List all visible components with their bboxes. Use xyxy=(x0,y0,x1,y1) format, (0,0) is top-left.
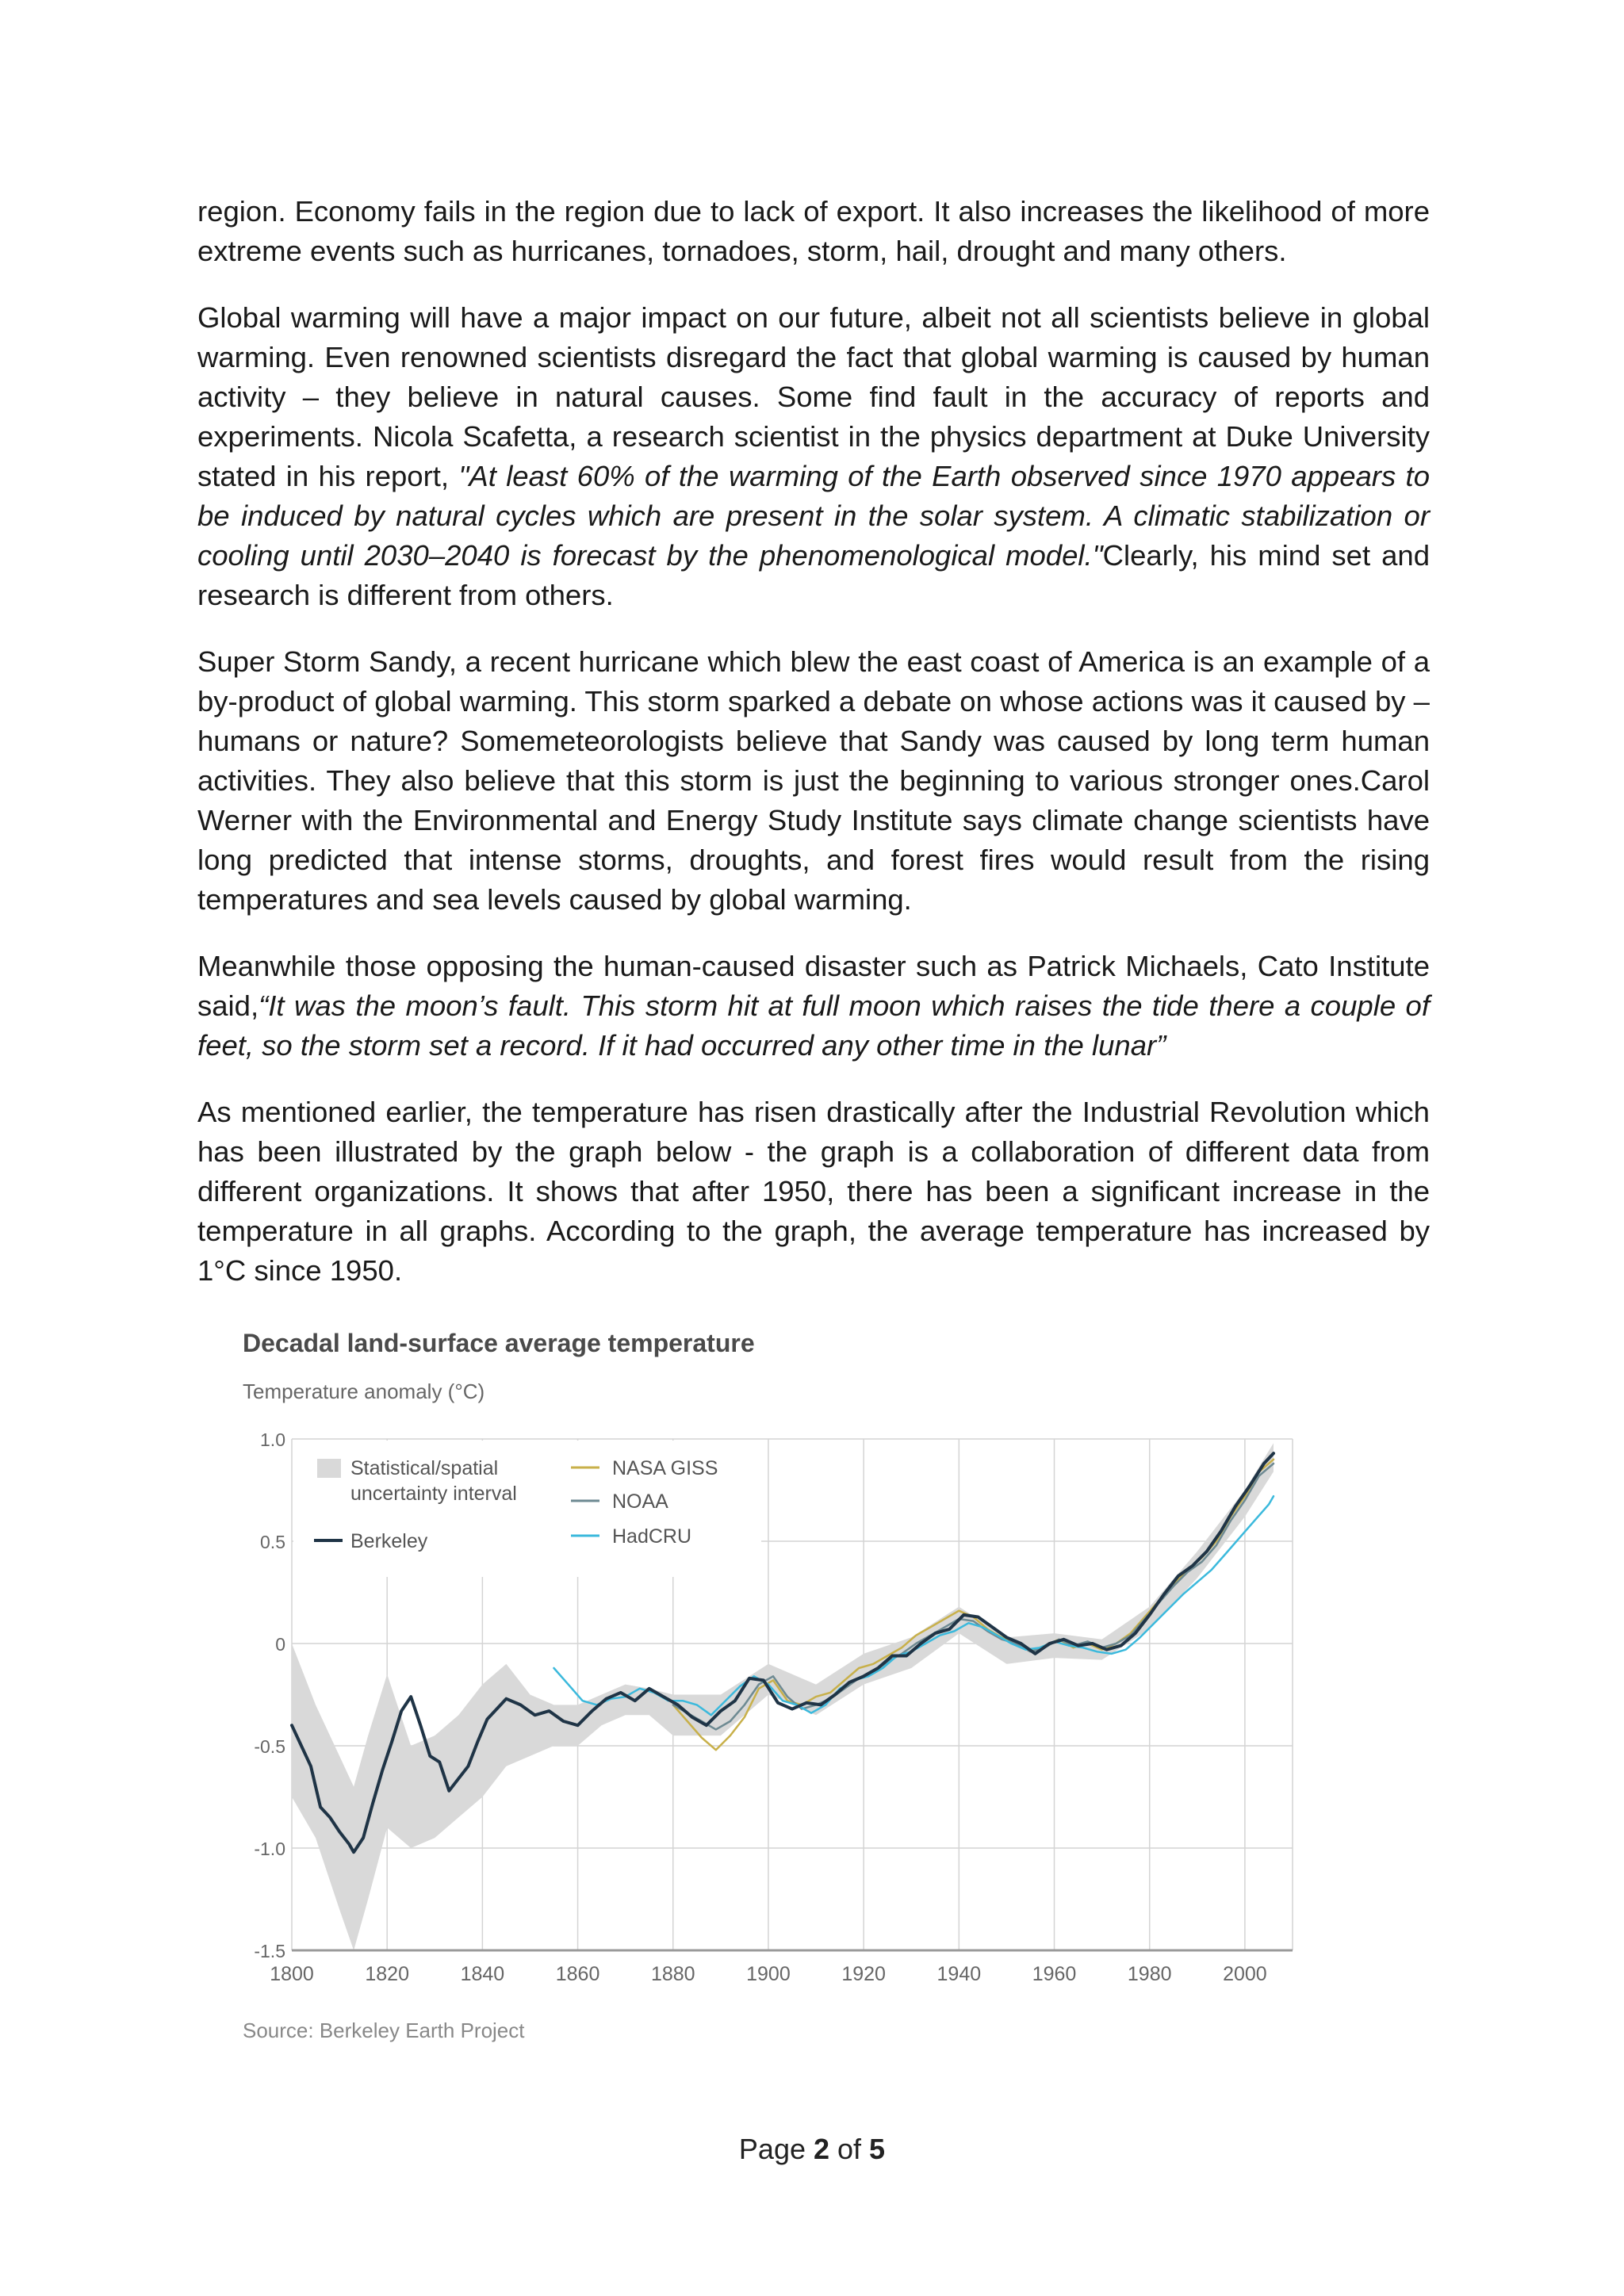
x-tick-label-9: 1980 xyxy=(1127,1963,1172,1985)
chart-title: Decadal land-surface average temperature xyxy=(243,1332,755,1357)
michaels-quote: “It was the moon’s fault. This storm hit at full moon which raises the tide there a couple of feet, so the storm set a record. If it had occurred any other time in the lunar” xyxy=(197,989,1430,1062)
x-tick-label-1: 1820 xyxy=(365,1963,410,1985)
legend-band-label-1: Statistical/spatial xyxy=(350,1457,499,1479)
y-tick-label-4: -1.0 xyxy=(254,1839,285,1859)
legend-hadcru-label: HadCRU xyxy=(612,1525,692,1548)
current-page: 2 xyxy=(813,2133,830,2165)
paragraph-5: As mentioned earlier, the temperature has risen drastically after the Industrial Revolution which has been illustrated by the graph below - the graph is a collaboration of different data from different organizations. It shows that after 1950, there has been a significant increase in the temperature in all graphs. According to the graph, the average temperature has increased by 1°C since 1950. xyxy=(197,1096,1430,1287)
chart-source: Source: Berkeley Earth Project xyxy=(243,2019,525,2042)
legend-noaa-label: NOAA xyxy=(612,1490,668,1513)
x-tick-label-7: 1940 xyxy=(936,1963,982,1985)
y-tick-label-0: 1.0 xyxy=(260,1429,285,1450)
paragraph-3: Super Storm Sandy, a recent hurricane which blew the east coast of America is an example of a by-product of global warming. This storm sparked a debate on whose actions was it caused by – humans or nature? Somemeteorologists believe that Sandy was caused by long term human activities. They also believe that this storm is just the beginning to various stronger ones.Carol Werner with the Environmental and Energy Study Institute says climate change scientists have long predicted that intense storms, droughts, and forest fires would result from the rising temperatures and sea levels caused by global warming. xyxy=(197,645,1430,916)
scafetta-quote: "At least 60% of the warming of the Earth observed since 1970 appears to be induced by natural cycles which are present in the solar system. A climatic stabilization or cooling until 2030–2040 is forecast by the phenomenological model." xyxy=(197,460,1430,572)
y-axis-label: Temperature anomaly (°C) xyxy=(243,1380,485,1403)
legend-band-label-2: uncertainty interval xyxy=(350,1483,517,1505)
y-tick-label-5: -1.5 xyxy=(254,1941,285,1961)
paragraph-4: Meanwhile those opposing the human-caused disaster such as Patrick Michaels, Cato Institute said,“It was the moon’s fault. This storm hit at full moon which raises the tide there a couple of feet, so the storm set a record. If it had occurred any other time in the lunar” xyxy=(197,950,1430,1062)
y-tick-label-2: 0 xyxy=(275,1634,285,1655)
legend xyxy=(293,1441,761,1577)
total-pages: 5 xyxy=(869,2133,886,2165)
legend-band-swatch xyxy=(317,1459,341,1478)
page-footer: Page 2 of 5 xyxy=(738,2133,886,2165)
paragraph-2: Global warming will have a major impact on our future, albeit not all scientists believe in global warming. Even renowned scientists disregard the fact that global warming is caused by human activity – they believe in natural causes. Some find fault in the accuracy of reports and experiments. Nicola Scafetta, a research scientist in the physics department at Duke University stated in his report, "At least 60% of the warming of the Earth observed since 1970 appears to be induced by natural cycles which are present in the solar system. A climatic stabilization or cooling until 2030–2040 is forecast by the phenomenological model."Clearly, his mind set and research is different from others. xyxy=(197,301,1430,611)
y-tick-label-1: 0.5 xyxy=(260,1532,285,1552)
x-tick-label-8: 1960 xyxy=(1032,1963,1077,1985)
x-tick-label-4: 1880 xyxy=(650,1963,695,1985)
body-text xyxy=(197,192,1430,1318)
x-tick-label-6: 1920 xyxy=(841,1963,886,1985)
legend-berkeley-label: Berkeley xyxy=(350,1530,428,1552)
x-tick-label-3: 1860 xyxy=(555,1963,600,1985)
y-tick-label-3: -0.5 xyxy=(254,1736,285,1757)
x-tick-label-10: 2000 xyxy=(1223,1963,1267,1985)
legend-nasa-label: NASA GISS xyxy=(612,1457,718,1479)
temperature-chart-figure xyxy=(230,1332,1332,2061)
paragraph-1: region. Economy fails in the region due to lack of export. It also increases the likelihood of more extreme events such as hurricanes, tornadoes, storm, hail, drought and many others. xyxy=(197,195,1430,267)
x-tick-label-0: 1800 xyxy=(270,1963,314,1985)
temperature-chart xyxy=(230,1332,1332,2061)
x-tick-label-2: 1840 xyxy=(460,1963,505,1985)
x-tick-label-5: 1900 xyxy=(746,1963,791,1985)
